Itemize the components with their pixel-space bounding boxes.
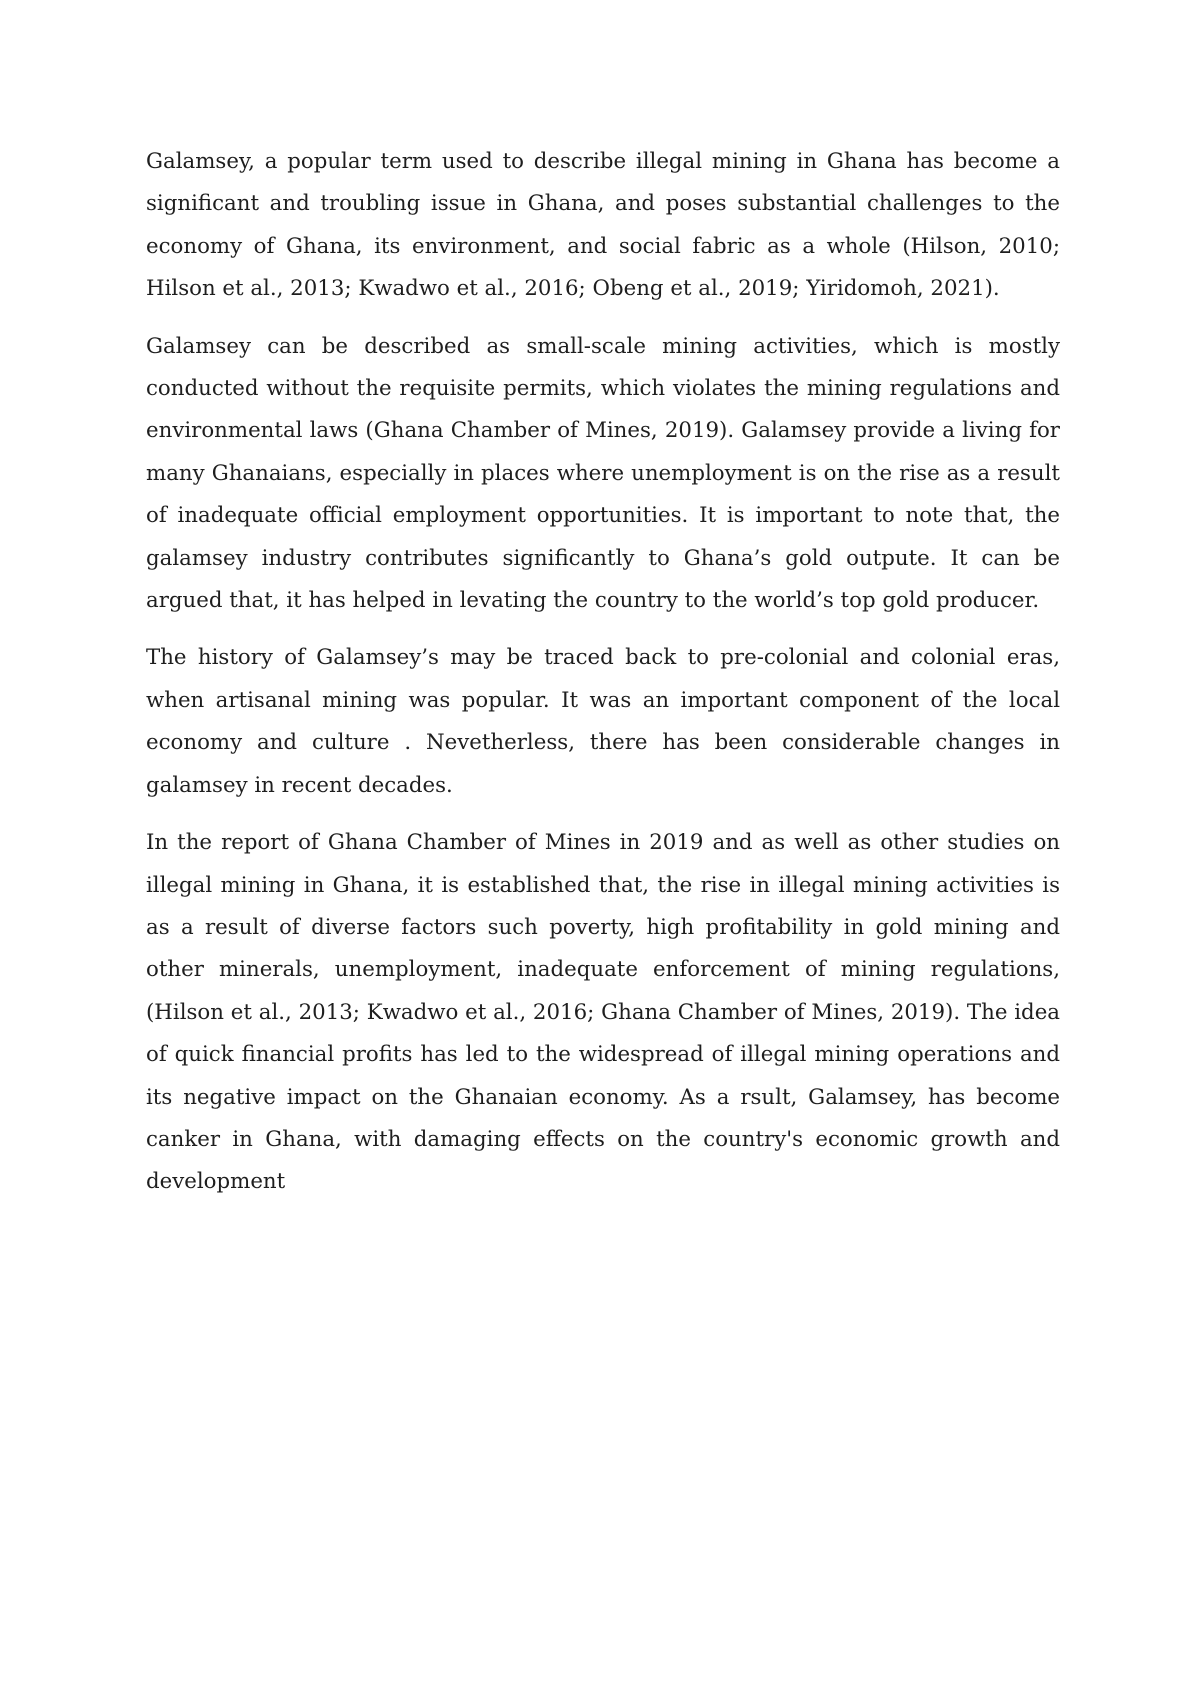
paragraph-1: Galamsey, a popular term used to describe illegal mining in Ghana has become a significant and troubling issue in Ghana, and poses substantial challenges to the economy of Ghana, its environment, and social fabric as a whole (Hilson, 2010; Hilson et al., 2013; Kwadwo et al., 2016; Obeng et al., 2019; Yiridomoh, 2021). xyxy=(146,149,1060,302)
paragraph-2: Galamsey can be described as small-scale mining activities, which is mostly conducted without the requisite permits, which violates the mining regulations and environmental laws (Ghana Chamber of Mines, 2019). Galamsey provide a living for many Ghanaians, especially in places where unemployment is on the rise as a result of inadequate official employment opportunities. It is important to note that, the galamsey industry contributes significantly to Ghana’s gold outpute. It can be argued that, it has helped in levating the country to the world’s top gold producer. xyxy=(146,333,1060,614)
paragraph-3: The history of Galamsey’s may be traced back to pre-colonial and colonial eras, when artisanal mining was popular. It was an important component of the local economy and culture . Nevetherless, there has been considerable changes in galamsey in recent decades. xyxy=(146,645,1060,798)
document-body xyxy=(146,141,1060,1219)
paragraph-4: In the report of Ghana Chamber of Mines in 2019 and as well as other studies on illegal mining in Ghana, it is established that, the rise in illegal mining activities is as a result of diverse factors such poverty, high profitability in gold mining and other minerals, unemployment, inadequate enforcement of mining regulations, (Hilson et al., 2013; Kwadwo et al., 2016; Ghana Chamber of Mines, 2019). The idea of quick financial profits has led to the widespread of illegal mining operations and its negative impact on the Ghanaian economy. As a rsult, Galamsey, has become canker in Ghana, with damaging effects on the country's economic growth and development xyxy=(146,830,1060,1195)
